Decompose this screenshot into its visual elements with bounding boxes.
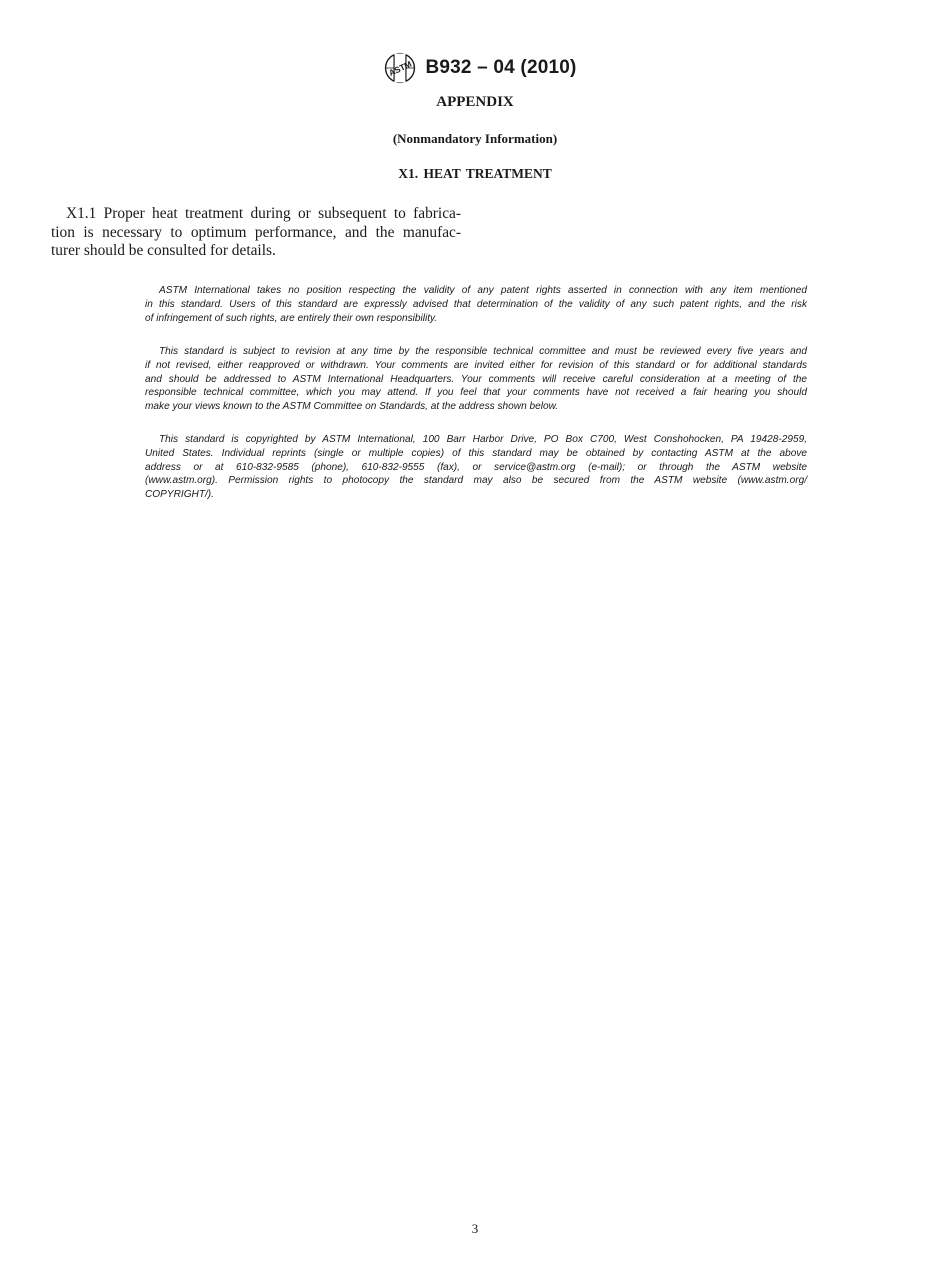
notice-line: in this standard. Users of this standard are expressly advised that determination of the validity of any such patent rights, and the risk xyxy=(145,298,807,310)
astm-logo-icon xyxy=(383,51,417,85)
page-header xyxy=(0,50,950,86)
appendix-subtitle: (Nonmandatory Information) xyxy=(392,131,558,146)
notice-line: ASTM International takes no position respecting the validity of any patent rights asserted in connection with any item mentioned xyxy=(159,285,807,296)
paragraph-line: X1.1 Proper heat treatment during or subsequent to fabrica- xyxy=(66,205,461,222)
notice-line: responsible technical committee, which you may attend. If you feel that your comments have not received a fair hearing you should xyxy=(145,387,807,399)
revision-notice xyxy=(145,345,807,414)
copyright-notice xyxy=(145,433,807,502)
notice-line: and should be addressed to ASTM International Headquarters. Your comments will receive careful consideration at a meeting of the xyxy=(145,373,807,385)
notice-line: This standard is copyrighted by ASTM International, 100 Barr Harbor Drive, PO Box C700, West Conshohocken, PA 19428-2959, xyxy=(159,434,807,445)
standard-designation: B932 – 04 (2010) xyxy=(425,57,577,78)
patent-notice xyxy=(145,284,807,325)
paragraph-line: tion is necessary to optimum performance, and the manufac- xyxy=(51,223,461,241)
notice-line: if not revised, either reapproved or withdrawn. Your comments are invited either for revision of this standard or for additional standards xyxy=(145,359,807,371)
appendix-heading: APPENDIX xyxy=(436,94,514,110)
notice-line: of infringement of such rights, are entirely their own responsibility. xyxy=(145,312,438,324)
paragraph-line: turer should be consulted for details. xyxy=(51,242,276,259)
notice-line: United States. Individual reprints (single or multiple copies) of this standard may be obtained by contacting ASTM at the above xyxy=(145,447,807,459)
page-number: 3 xyxy=(471,1221,479,1236)
notice-line: address or at 610-832-9585 (phone), 610-832-9555 (fax), or service@astm.org (e-mail); or through the ASTM website xyxy=(145,461,807,473)
svg-text:ASTM: ASTM xyxy=(387,58,414,78)
section-heading: X1. HEAT TREATMENT xyxy=(398,166,552,181)
notice-line: This standard is subject to revision at any time by the responsible technical committee and must be reviewed every five years and xyxy=(159,346,807,357)
notice-line: COPYRIGHT/). xyxy=(145,489,214,501)
notice-line: make your views known to the ASTM Committee on Standards, at the address shown below. xyxy=(145,401,559,413)
notice-line: (www.astm.org). Permission rights to photocopy the standard may also be secured from the ASTM website (www.astm.org/ xyxy=(145,475,807,487)
body-paragraph xyxy=(51,205,461,261)
